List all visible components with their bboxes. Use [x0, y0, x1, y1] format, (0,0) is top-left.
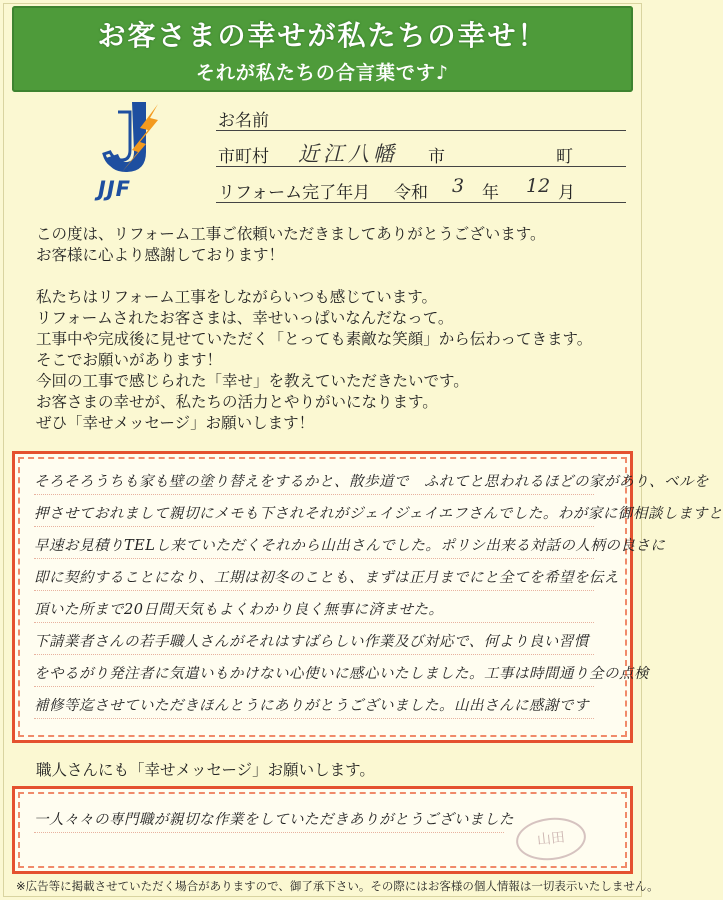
message-line: [34, 690, 594, 719]
header-subtitle: それが私たちの合言葉です♪: [195, 62, 450, 84]
name-row: [216, 104, 626, 131]
craftsman-message-line: [34, 804, 514, 833]
message-line: [34, 626, 594, 655]
message-line: [34, 530, 666, 559]
message-text: 頂いた所まで20日間天気もよくわかり良く無事に済ませた。: [34, 602, 444, 618]
logo-text: JJF: [98, 177, 131, 201]
city-value: 近江八幡: [298, 142, 398, 166]
intro-line: リフォームされたお客さまは、幸せいっぱいなんだなって。: [36, 309, 454, 327]
intro-line: ぜひ「幸せメッセージ」お願いします！: [36, 414, 315, 432]
city-label: 市町村: [218, 147, 269, 167]
intro-line: この度は、リフォーム工事ご依頼いただきましてありがとうございます。: [36, 225, 546, 243]
intro-line: 私たちはリフォーム工事をしながらいつも感じています。: [36, 288, 437, 306]
intro-line: お客様に心より感謝しております！: [36, 246, 285, 264]
header-title: お客さまの幸せが私たちの幸せ！: [97, 19, 548, 52]
message-text: をやるがり発注者に気遣いもかけない心使いに感心いたしました。工事は時間通り全の点検: [34, 666, 649, 682]
message-text: そろそろうちも家も壁の塗り替えをするかと、散歩道で ふれてと思われるほどの家があり、ベルを: [34, 474, 709, 490]
name-label: お名前: [218, 111, 269, 131]
city-row: [216, 140, 626, 167]
message-line: [34, 594, 594, 623]
era-label: 令和: [394, 183, 428, 203]
message-text: 早速お見積りTELし来ていただくそれから山出さんでした。ポリシ出来る対話の人柄の良さに: [34, 538, 666, 554]
intro-line: お客さまの幸せが、私たちの活力とやりがいになります。: [36, 393, 438, 411]
message-line: [34, 466, 709, 495]
message-text: 即に契約することになり、工期は初冬のことも、まずは正月までにと全てを希望を伝え: [34, 570, 619, 586]
completion-label: リフォーム完了年月: [218, 183, 371, 203]
intro-line: そこでお願いがあります！: [36, 351, 223, 369]
message-line: [34, 498, 723, 527]
message-text: 下請業者さんの若手職人さんがそれはすばらしい作業及び対応で、何より良い習慣: [34, 634, 589, 650]
message-line: [34, 658, 649, 687]
seal-stamp: 山田: [514, 814, 588, 863]
intro-paragraph-2: [36, 287, 592, 350]
year-value: 3: [452, 175, 465, 197]
year-suffix: 年: [482, 183, 499, 203]
month-value: 12: [526, 175, 551, 197]
month-suffix: 月: [558, 183, 575, 203]
intro-paragraph-3: [36, 350, 469, 434]
intro-line: 今回の工事で感じられた「幸せ」を教えていただきたいです。: [36, 372, 469, 390]
craftsman-message-text: 一人々々の専門職が親切な作業をしていただきありがとうございました: [34, 812, 514, 828]
header-banner: [12, 6, 633, 92]
intro-paragraph-1: [36, 224, 546, 266]
message-text: 補修等迄させていただきほんとうにありがとうございました。山出さんに感謝です: [34, 698, 589, 714]
completion-row: [216, 176, 626, 203]
message-text: 押させておれまして親切にメモも下されそれがジェイジェイエフさんでした。わが家に御相談しますと: [34, 506, 723, 522]
town-suffix: 町: [556, 147, 573, 167]
footnote: ※広告等に掲載させていただく場合がありますので、御了承下さい。その際にはお客様の個人情報は一切表示いたしません。: [16, 879, 659, 893]
city-suffix: 市: [428, 147, 445, 167]
message-line: [34, 562, 619, 591]
intro-line: 工事中や完成後に見せていただく「とっても素敵な笑顔」から伝わってきます。: [36, 330, 593, 348]
craftsman-prompt: 職人さんにも「幸せメッセージ」お願いします。: [36, 761, 375, 779]
